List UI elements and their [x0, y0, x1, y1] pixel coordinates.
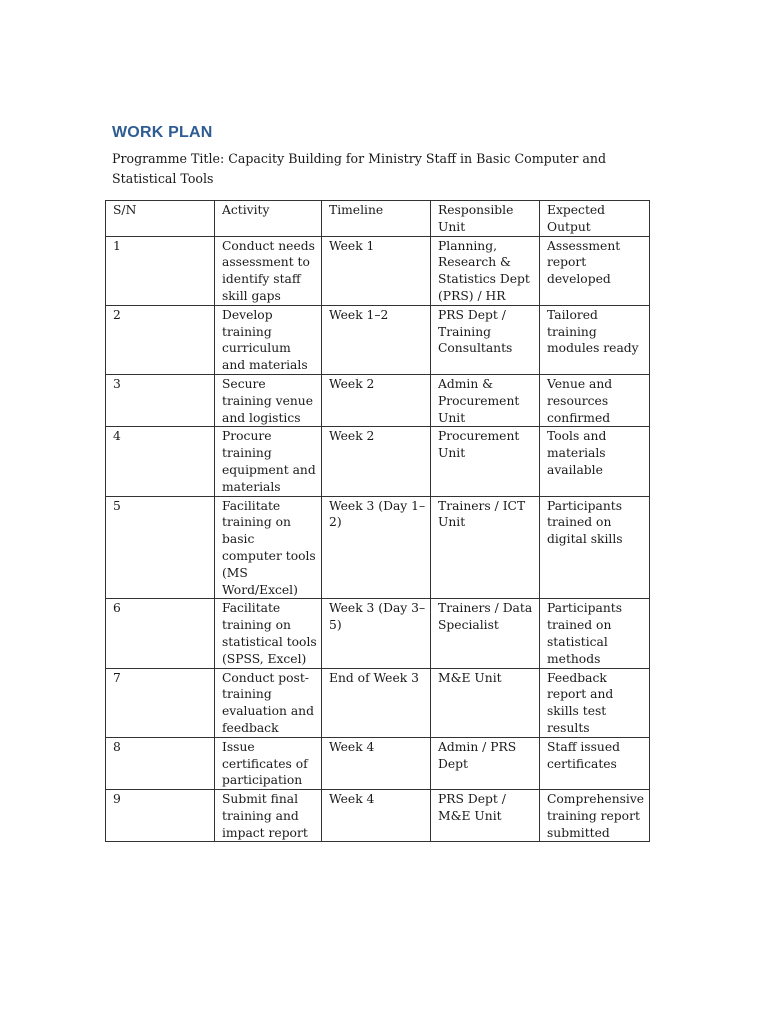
- document-heading: WORK PLAN: [112, 124, 213, 141]
- responsible-unit-cell: PRS Dept / Training Consultants: [431, 305, 540, 374]
- expected-output-cell: Participants trained on digital skills: [540, 496, 650, 599]
- expected-output-cell: Comprehensive training report submitted: [540, 790, 650, 842]
- header-cell-activity: Activity: [215, 201, 322, 237]
- sn-cell: 2: [106, 305, 215, 374]
- table-row: [106, 599, 650, 668]
- activity-cell: Submit final training and impact report: [215, 790, 322, 842]
- header-cell-timeline: Timeline: [322, 201, 431, 237]
- sn-cell: 3: [106, 374, 215, 426]
- responsible-unit-cell: Admin & Procurement Unit: [431, 374, 540, 426]
- responsible-unit-cell: Trainers / Data Specialist: [431, 599, 540, 668]
- responsible-unit-cell: M&E Unit: [431, 668, 540, 737]
- timeline-cell: Week 3 (Day 1–2): [322, 496, 431, 599]
- expected-output-cell: Staff issued certificates: [540, 737, 650, 789]
- table-row: [106, 305, 650, 374]
- activity-cell: Secure training venue and logistics: [215, 374, 322, 426]
- responsible-unit-cell: Planning, Research & Statistics Dept (PRS) / HR: [431, 236, 540, 305]
- responsible-unit-cell: Trainers / ICT Unit: [431, 496, 540, 599]
- table-row: [106, 790, 650, 842]
- timeline-cell: Week 2: [322, 374, 431, 426]
- timeline-cell: Week 4: [322, 737, 431, 789]
- header-cell-responsible-unit: Responsible Unit: [431, 201, 540, 237]
- activity-cell: Procure training equipment and materials: [215, 427, 322, 496]
- activity-cell: Conduct post-training evaluation and feedback: [215, 668, 322, 737]
- sn-cell: 6: [106, 599, 215, 668]
- table-row: [106, 236, 650, 305]
- activity-cell: Develop training curriculum and materials: [215, 305, 322, 374]
- sn-cell: 9: [106, 790, 215, 842]
- expected-output-cell: Venue and resources confirmed: [540, 374, 650, 426]
- activity-cell: Conduct needs assessment to identify staff skill gaps: [215, 236, 322, 305]
- timeline-cell: Week 3 (Day 3–5): [322, 599, 431, 668]
- sn-cell: 7: [106, 668, 215, 737]
- expected-output-cell: Feedback report and skills test results: [540, 668, 650, 737]
- expected-output-cell: Participants trained on statistical methods: [540, 599, 650, 668]
- activity-cell: Facilitate training on statistical tools (SPSS, Excel): [215, 599, 322, 668]
- timeline-cell: Week 2: [322, 427, 431, 496]
- sn-cell: 8: [106, 737, 215, 789]
- table-row: [106, 427, 650, 496]
- expected-output-cell: Tools and materials available: [540, 427, 650, 496]
- table-row: [106, 737, 650, 789]
- expected-output-cell: Assessment report developed: [540, 236, 650, 305]
- timeline-cell: Week 4: [322, 790, 431, 842]
- header-cell-expected-output: Expected Output: [540, 201, 650, 237]
- expected-output-cell: Tailored training modules ready: [540, 305, 650, 374]
- activity-cell: Issue certificates of participation: [215, 737, 322, 789]
- work-plan-table: [105, 200, 650, 842]
- responsible-unit-cell: Procurement Unit: [431, 427, 540, 496]
- programme-title: Programme Title: Capacity Building for Ministry Staff in Basic Computer and Statistical Tools: [112, 151, 607, 186]
- sn-cell: 5: [106, 496, 215, 599]
- responsible-unit-cell: PRS Dept / M&E Unit: [431, 790, 540, 842]
- timeline-cell: Week 1: [322, 236, 431, 305]
- header-cell-sn: S/N: [106, 201, 215, 237]
- table-row: [106, 496, 650, 599]
- sn-cell: 4: [106, 427, 215, 496]
- table-header-row: [106, 201, 650, 237]
- table-row: [106, 668, 650, 737]
- responsible-unit-cell: Admin / PRS Dept: [431, 737, 540, 789]
- sn-cell: 1: [106, 236, 215, 305]
- timeline-cell: End of Week 3: [322, 668, 431, 737]
- table-row: [106, 374, 650, 426]
- timeline-cell: Week 1–2: [322, 305, 431, 374]
- activity-cell: Facilitate training on basic computer tools (MS Word/Excel): [215, 496, 322, 599]
